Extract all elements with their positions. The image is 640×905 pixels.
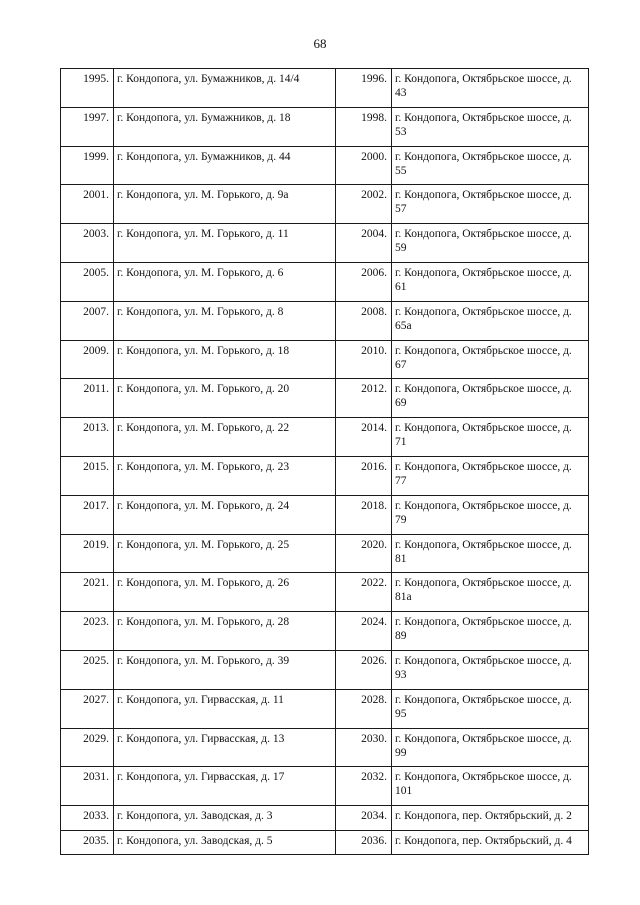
address-right: г. Кондопога, Октябрьское шоссе, д. 67	[392, 340, 589, 379]
row-number-right: 2012.	[336, 379, 392, 418]
address-left: г. Кондопога, ул. М. Горького, д. 18	[114, 340, 336, 379]
row-number-left: 2001.	[61, 185, 114, 224]
table-row	[61, 340, 589, 379]
address-right: г. Кондопога, Октябрьское шоссе, д. 59	[392, 224, 589, 263]
address-right: г. Кондопога, Октябрьское шоссе, д. 95	[392, 689, 589, 728]
table-row	[61, 806, 589, 831]
address-right: г. Кондопога, Октябрьское шоссе, д. 81	[392, 534, 589, 573]
row-number-left: 2013.	[61, 418, 114, 457]
row-number-left: 2011.	[61, 379, 114, 418]
address-left: г. Кондопога, ул. М. Горького, д. 20	[114, 379, 336, 418]
address-left: г. Кондопога, ул. М. Горького, д. 24	[114, 495, 336, 534]
address-right: г. Кондопога, Октябрьское шоссе, д. 79	[392, 495, 589, 534]
address-left: г. Кондопога, ул. Гирвасская, д. 13	[114, 728, 336, 767]
table-row	[61, 224, 589, 263]
address-table	[60, 68, 589, 855]
row-number-right: 2018.	[336, 495, 392, 534]
address-left: г. Кондопога, ул. Заводская, д. 3	[114, 806, 336, 831]
row-number-left: 2017.	[61, 495, 114, 534]
address-right: г. Кондопога, Октябрьское шоссе, д. 65а	[392, 301, 589, 340]
address-right: г. Кондопога, Октябрьское шоссе, д. 57	[392, 185, 589, 224]
row-number-left: 2003.	[61, 224, 114, 263]
row-number-left: 1999.	[61, 146, 114, 185]
row-number-right: 2002.	[336, 185, 392, 224]
table-row	[61, 767, 589, 806]
row-number-right: 2022.	[336, 573, 392, 612]
table-row	[61, 495, 589, 534]
address-left: г. Кондопога, ул. М. Горького, д. 26	[114, 573, 336, 612]
row-number-left: 2023.	[61, 612, 114, 651]
address-right: г. Кондопога, Октябрьское шоссе, д. 53	[392, 107, 589, 146]
row-number-left: 2025.	[61, 650, 114, 689]
address-left: г. Кондопога, ул. Бумажников, д. 18	[114, 107, 336, 146]
row-number-left: 2027.	[61, 689, 114, 728]
row-number-left: 2035.	[61, 830, 114, 855]
address-right: г. Кондопога, Октябрьское шоссе, д. 43	[392, 69, 589, 108]
row-number-left: 2031.	[61, 767, 114, 806]
table-row	[61, 262, 589, 301]
table-row	[61, 69, 589, 108]
row-number-right: 2016.	[336, 456, 392, 495]
address-right: г. Кондопога, Октябрьское шоссе, д. 71	[392, 418, 589, 457]
table-row	[61, 650, 589, 689]
table-row	[61, 456, 589, 495]
row-number-left: 2021.	[61, 573, 114, 612]
row-number-left: 1997.	[61, 107, 114, 146]
row-number-right: 2032.	[336, 767, 392, 806]
row-number-right: 2010.	[336, 340, 392, 379]
table-row	[61, 612, 589, 651]
row-number-right: 2014.	[336, 418, 392, 457]
address-right: г. Кондопога, Октябрьское шоссе, д. 69	[392, 379, 589, 418]
address-right: г. Кондопога, Октябрьское шоссе, д. 61	[392, 262, 589, 301]
row-number-right: 2028.	[336, 689, 392, 728]
row-number-left: 2005.	[61, 262, 114, 301]
row-number-right: 2020.	[336, 534, 392, 573]
address-right: г. Кондопога, Октябрьское шоссе, д. 93	[392, 650, 589, 689]
table-row	[61, 534, 589, 573]
table-row	[61, 301, 589, 340]
row-number-left: 2015.	[61, 456, 114, 495]
address-right: г. Кондопога, Октябрьское шоссе, д. 101	[392, 767, 589, 806]
address-left: г. Кондопога, ул. М. Горького, д. 22	[114, 418, 336, 457]
table-row	[61, 573, 589, 612]
row-number-left: 2007.	[61, 301, 114, 340]
row-number-right: 2000.	[336, 146, 392, 185]
address-left: г. Кондопога, ул. Бумажников, д. 14/4	[114, 69, 336, 108]
page-number: 68	[313, 36, 327, 51]
row-number-right: 2034.	[336, 806, 392, 831]
row-number-right: 2026.	[336, 650, 392, 689]
table-row	[61, 185, 589, 224]
address-right: г. Кондопога, пер. Октябрьский, д. 2	[392, 806, 589, 831]
row-number-left: 1995.	[61, 69, 114, 108]
table-row	[61, 418, 589, 457]
table-row	[61, 830, 589, 855]
address-left: г. Кондопога, ул. М. Горького, д. 9а	[114, 185, 336, 224]
address-right: г. Кондопога, Октябрьское шоссе, д. 81а	[392, 573, 589, 612]
table-row	[61, 379, 589, 418]
address-left: г. Кондопога, ул. М. Горького, д. 8	[114, 301, 336, 340]
address-left: г. Кондопога, ул. Бумажников, д. 44	[114, 146, 336, 185]
table-row	[61, 107, 589, 146]
row-number-right: 1996.	[336, 69, 392, 108]
row-number-left: 2033.	[61, 806, 114, 831]
row-number-right: 2036.	[336, 830, 392, 855]
row-number-right: 2024.	[336, 612, 392, 651]
row-number-right: 2008.	[336, 301, 392, 340]
address-right: г. Кондопога, пер. Октябрьский, д. 4	[392, 830, 589, 855]
address-right: г. Кондопога, Октябрьское шоссе, д. 99	[392, 728, 589, 767]
row-number-left: 2009.	[61, 340, 114, 379]
address-right: г. Кондопога, Октябрьское шоссе, д. 89	[392, 612, 589, 651]
row-number-right: 1998.	[336, 107, 392, 146]
address-left: г. Кондопога, ул. М. Горького, д. 39	[114, 650, 336, 689]
address-left: г. Кондопога, ул. М. Горького, д. 11	[114, 224, 336, 263]
table-row	[61, 728, 589, 767]
row-number-left: 2019.	[61, 534, 114, 573]
address-table-body	[61, 69, 589, 855]
row-number-right: 2004.	[336, 224, 392, 263]
row-number-left: 2029.	[61, 728, 114, 767]
table-row	[61, 689, 589, 728]
address-left: г. Кондопога, ул. М. Горького, д. 25	[114, 534, 336, 573]
address-left: г. Кондопога, ул. Гирвасская, д. 17	[114, 767, 336, 806]
row-number-right: 2030.	[336, 728, 392, 767]
table-row	[61, 146, 589, 185]
address-left: г. Кондопога, ул. Гирвасская, д. 11	[114, 689, 336, 728]
address-right: г. Кондопога, Октябрьское шоссе, д. 77	[392, 456, 589, 495]
row-number-right: 2006.	[336, 262, 392, 301]
address-right: г. Кондопога, Октябрьское шоссе, д. 55	[392, 146, 589, 185]
address-left: г. Кондопога, ул. М. Горького, д. 6	[114, 262, 336, 301]
address-left: г. Кондопога, ул. М. Горького, д. 28	[114, 612, 336, 651]
address-left: г. Кондопога, ул. М. Горького, д. 23	[114, 456, 336, 495]
address-left: г. Кондопога, ул. Заводская, д. 5	[114, 830, 336, 855]
